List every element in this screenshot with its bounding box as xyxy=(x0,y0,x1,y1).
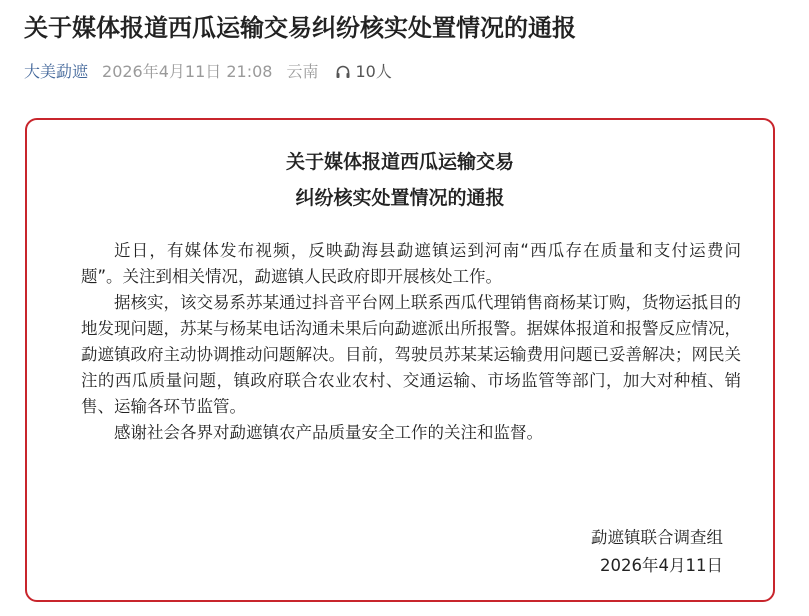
notice-signature xyxy=(591,524,723,580)
notice-title-line-1: 关于媒体报道西瓜运输交易 xyxy=(285,151,514,173)
signature-date: 2026年4月11日 xyxy=(600,556,723,575)
notice-body xyxy=(81,238,741,446)
article-meta xyxy=(24,60,392,84)
notice-title-line-2: 纠纷核实处置情况的通报 xyxy=(295,187,505,209)
notice-title xyxy=(27,144,773,216)
listen-count: 10人 xyxy=(355,62,392,81)
signature-org: 勐遮镇联合调查组 xyxy=(591,528,723,547)
publish-time: 2026年4月11日 21:08 xyxy=(102,62,273,81)
headphones-icon xyxy=(335,64,351,80)
article-title: 关于媒体报道西瓜运输交易纠纷核实处置情况的通报 xyxy=(24,14,576,42)
notice-paragraph: 据核实，该交易系苏某通过抖音平台网上联系西瓜代理销售商杨某订购，货物运抵目的地发现问题，苏某与杨某电话沟通未果后向勐遮派出所报警。据媒体报道和报警反应情况，勐遮镇政府主动协调推动问题解决。目前，驾驶员苏某某运输费用问题已妥善解决；网民关注的西瓜质量问题，镇政府联合农业农村、交通运输、市场监管等部门，加大对种植、销售、运输各环节监管。 xyxy=(81,293,741,416)
notice-paragraph: 感谢社会各界对勐遮镇农产品质量安全工作的关注和监督。 xyxy=(114,423,543,442)
publish-location: 云南 xyxy=(286,62,319,81)
notice-card xyxy=(25,118,775,602)
author-link[interactable]: 大美勐遮 xyxy=(24,62,89,81)
listen-button[interactable] xyxy=(335,60,392,84)
notice-paragraph: 近日，有媒体发布视频，反映勐海县勐遮镇运到河南“西瓜存在质量和支付运费问题”。关注到相关情况，勐遮镇人民政府即开展核处工作。 xyxy=(81,241,741,286)
